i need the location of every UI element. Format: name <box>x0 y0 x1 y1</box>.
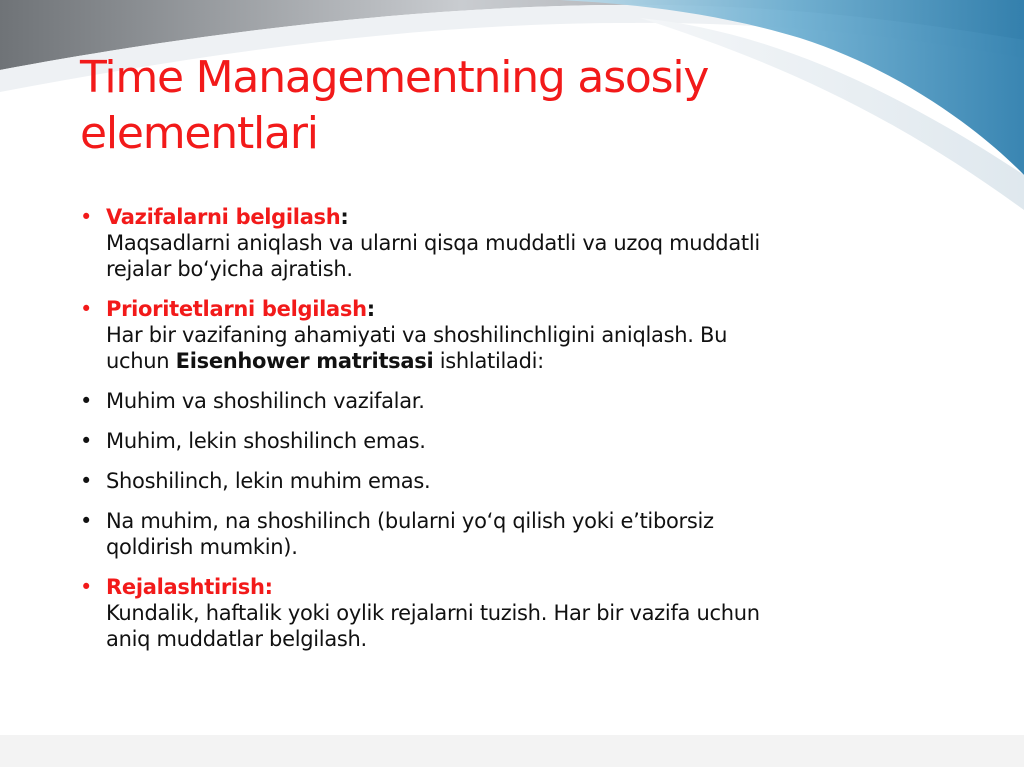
item-text-line: Har bir vazifaning ahamiyati va shoshilinchligini aniqlash. Bu <box>106 323 728 347</box>
list-item <box>80 428 960 454</box>
bullet-marker: • <box>80 575 93 599</box>
item-text-line: Muhim va shoshilinch vazifalar. <box>106 389 425 413</box>
wave-bottom-strip <box>0 735 1024 767</box>
item-text-line: rejalar bo‘yicha ajratish. <box>106 257 353 281</box>
item-text-segment: uchun <box>106 349 176 373</box>
item-heading: Prioritetlarni belgilash <box>106 297 367 321</box>
item-text-line: Shoshilinch, lekin muhim emas. <box>106 469 431 493</box>
bullet-marker: • <box>80 389 93 413</box>
item-text-segment: ishlatiladi: <box>433 349 544 373</box>
item-heading-colon: : <box>340 205 349 229</box>
list-item <box>80 468 960 494</box>
bullet-marker: • <box>80 297 93 321</box>
item-text-line: Maqsadlarni aniqlash va ularni qisqa muddatli va uzoq muddatli <box>106 231 760 255</box>
bullet-marker: • <box>80 205 93 229</box>
item-text-line: Na muhim, na shoshilinch (bularni yo‘q qilish yoki e’tiborsiz <box>106 509 714 533</box>
item-text-line: aniq muddatlar belgilash. <box>106 627 367 651</box>
item-heading: Rejalashtirish: <box>106 575 273 599</box>
list-item <box>80 508 960 560</box>
list-item <box>80 204 960 282</box>
bullet-list <box>80 204 960 666</box>
slide-title-line-2: elementlari <box>80 108 318 159</box>
list-item <box>80 388 960 414</box>
list-item <box>80 574 960 652</box>
item-text-line: qoldirish mumkin). <box>106 535 298 559</box>
bullet-marker: • <box>80 469 93 493</box>
item-heading: Vazifalarni belgilash <box>106 205 341 229</box>
slide-title <box>80 50 960 162</box>
item-text-line: Kundalik, haftalik yoki oylik rejalarni tuzish. Har bir vazifa uchun <box>106 601 760 625</box>
bullet-marker: • <box>80 509 93 533</box>
item-text-line: Muhim, lekin shoshilinch emas. <box>106 429 426 453</box>
bullet-marker: • <box>80 429 93 453</box>
item-bold-term: Eisenhower matritsasi <box>175 349 434 373</box>
item-heading-colon: : <box>366 297 375 321</box>
slide-title-line-1: Time Managementning asosiy <box>80 52 709 103</box>
list-item <box>80 296 960 374</box>
